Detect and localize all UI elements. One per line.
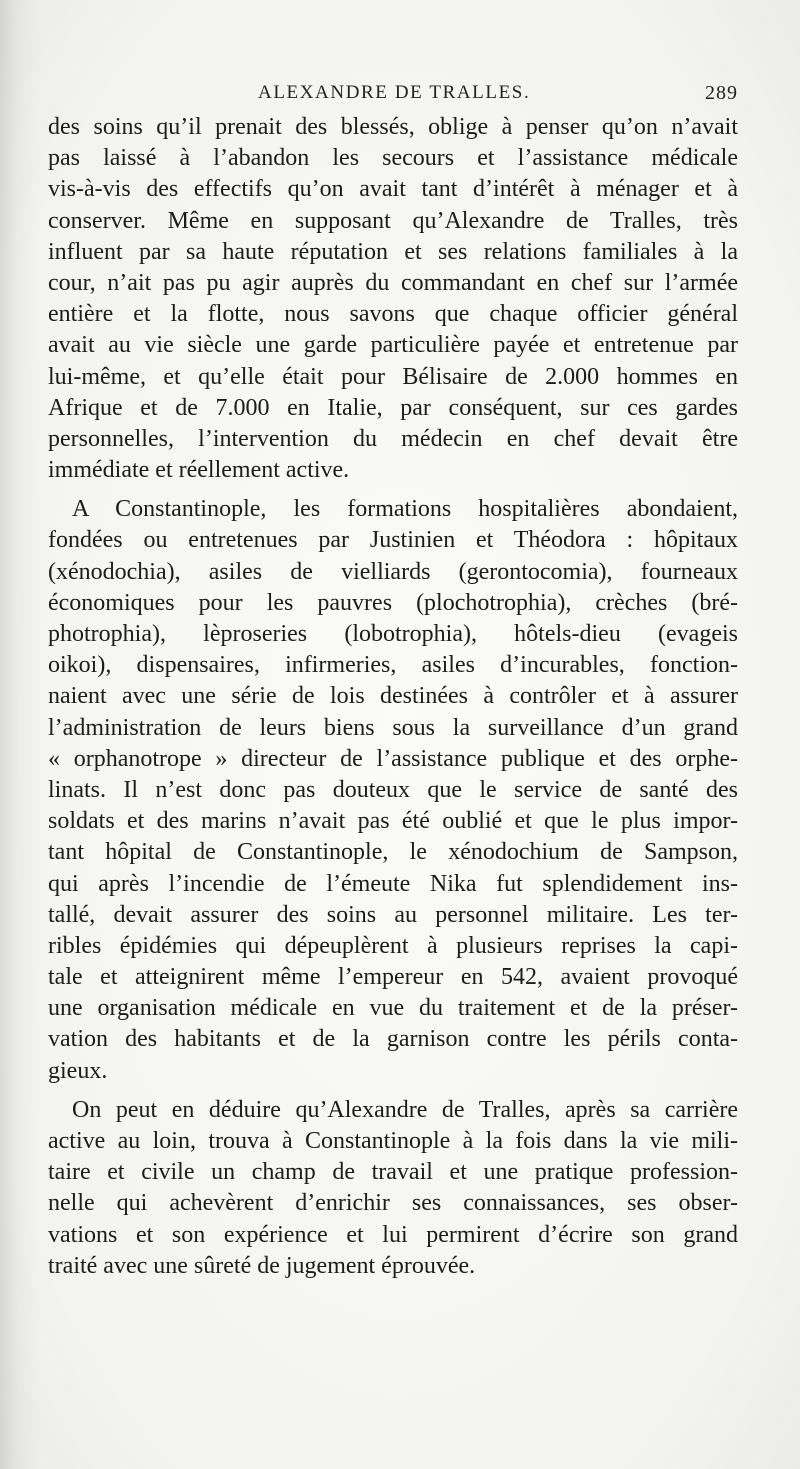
text-line: gieux. bbox=[48, 1057, 108, 1084]
text-line: photrophia), lèproseries (lobotrophia), hôtels-dieu (evageis bbox=[48, 621, 738, 647]
paragraph-3 bbox=[48, 1095, 738, 1282]
paragraph-spacer bbox=[48, 486, 738, 494]
page-number: 289 bbox=[705, 82, 738, 104]
text-line: « orphanotrope » directeur de l’assistance publique et des orphe- bbox=[48, 745, 738, 772]
text-line: On peut en déduire qu’Alexandre de Tralles, après sa carrière bbox=[72, 1096, 738, 1123]
text-line: lui-même, et qu’elle était pour Bélisaire de 2.000 hommes en bbox=[48, 363, 738, 390]
body-text bbox=[48, 112, 738, 1282]
text-line: naient avec une série de lois destinées à contrôler et à assurer bbox=[48, 683, 738, 710]
text-line: vations et son expérience et lui permirent d’écrire son grand bbox=[48, 1221, 738, 1248]
running-head-title: ALEXANDRE DE TRALLES. bbox=[258, 82, 531, 103]
text-line: tale et atteignirent même l’empereur en 542, avaient provoqué bbox=[48, 964, 738, 991]
text-line: qui après l’incendie de l’émeute Nika fut splendidement ins- bbox=[48, 870, 738, 897]
text-line: vis-à-vis des effectifs qu’on avait tant d’intérêt à ménager et à bbox=[48, 176, 738, 203]
text-line: pas laissé à l’abandon les secours et l’assistance médicale bbox=[48, 145, 738, 172]
text-line: économiques pour les pauvres (plochotrophia), crèches (bré- bbox=[48, 589, 738, 616]
text-line: nelle qui achevèrent d’enrichir ses connaissances, ses obser- bbox=[48, 1190, 738, 1217]
text-line: linats. Il n’est donc pas douteux que le service de santé des bbox=[48, 776, 738, 803]
text-line: Afrique et de 7.000 en Italie, par conséquent, sur ces gardes bbox=[48, 394, 738, 421]
text-line: cour, n’ait pas pu agir auprès du commandant en chef sur l’armée bbox=[48, 269, 738, 296]
text-line: traité avec une sûreté de jugement éprouvée. bbox=[48, 1252, 476, 1279]
text-line: influent par sa haute réputation et ses relations familiales à la bbox=[48, 238, 738, 265]
text-line: personnelles, l’intervention du médecin en chef devait être bbox=[48, 425, 738, 452]
text-line: (xénodochia), asiles de vielliards (gerontocomia), fourneaux bbox=[48, 558, 738, 585]
paragraph-1 bbox=[48, 112, 738, 486]
text-line: une organisation médicale en vue du traitement et de la préser- bbox=[48, 995, 738, 1022]
text-line: immédiate et réellement active. bbox=[48, 457, 350, 484]
running-head bbox=[258, 82, 738, 110]
paragraph-2 bbox=[48, 494, 738, 1087]
text-line: des soins qu’il prenait des blessés, oblige à penser qu’on n’avait bbox=[48, 114, 738, 140]
text-line: fondées ou entretenues par Justinien et Théodora : hôpitaux bbox=[48, 527, 738, 554]
text-line: l’administration de leurs biens sous la surveillance d’un grand bbox=[48, 714, 738, 741]
text-line: oikoi), dispensaires, infirmeries, asiles d’incurables, fonction- bbox=[48, 652, 738, 679]
text-line: taire et civile un champ de travail et une pratique profession- bbox=[48, 1159, 738, 1186]
text-line: entière et la flotte, nous savons que chaque officier général bbox=[48, 301, 738, 328]
text-line: A Constantinople, les formations hospitalières abondaient, bbox=[72, 496, 738, 523]
text-line: vation des habitants et de la garnison contre les périls conta- bbox=[48, 1026, 738, 1053]
text-line: conserver. Même en supposant qu’Alexandre de Tralles, très bbox=[48, 207, 738, 234]
text-line: active au loin, trouva à Constantinople à la fois dans la vie mili- bbox=[48, 1128, 738, 1154]
text-line: tallé, devait assurer des soins au personnel militaire. Les ter- bbox=[48, 901, 738, 928]
text-line: avait au vie siècle une garde particulière payée et entretenue par bbox=[48, 332, 738, 359]
text-line: ribles épidémies qui dépeuplèrent à plusieurs reprises la capi- bbox=[48, 932, 738, 959]
text-line: tant hôpital de Constantinople, le xénodochium de Sampson, bbox=[48, 839, 738, 866]
paragraph-spacer bbox=[48, 1087, 738, 1095]
text-line: soldats et des marins n’avait pas été oublié et que le plus impor- bbox=[48, 808, 738, 835]
